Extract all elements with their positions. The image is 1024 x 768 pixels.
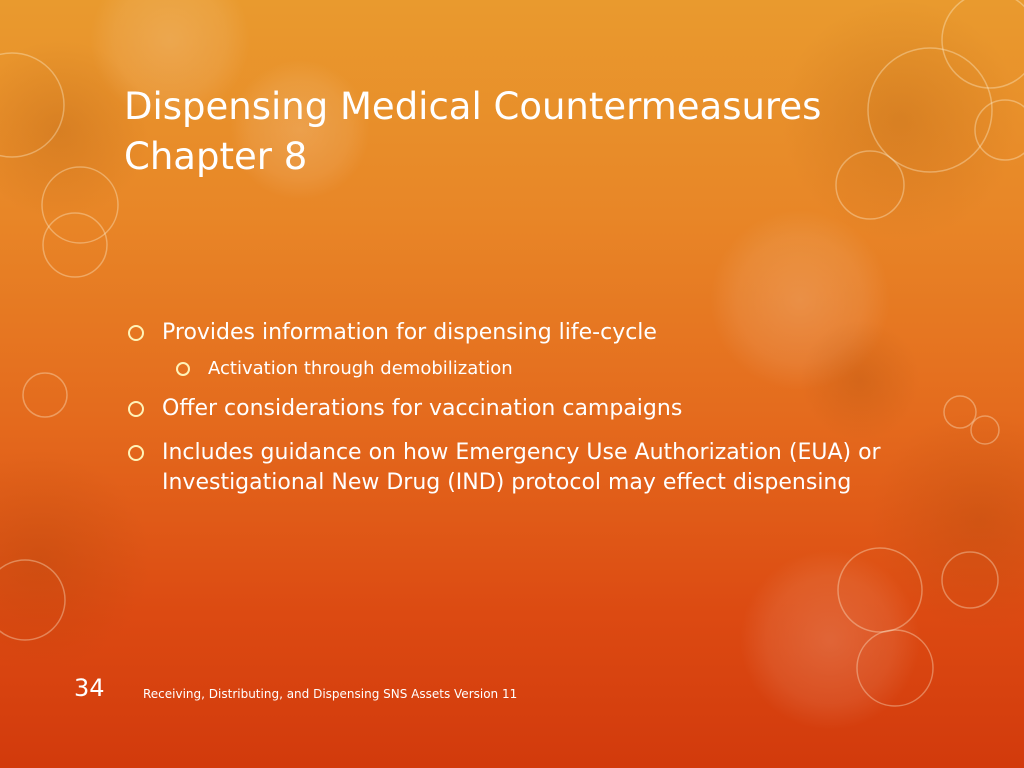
bullet-item (128, 318, 908, 348)
slide-number: 34 (74, 674, 105, 702)
circle-bullet-icon (128, 325, 144, 341)
bullet-item (128, 438, 908, 498)
bullet-text: Offer considerations for vaccination campaigns (162, 396, 683, 421)
bullet-item (128, 394, 908, 424)
circle-bullet-icon (128, 401, 144, 417)
circle-bullet-icon (128, 445, 144, 461)
sub-bullet-item (128, 356, 908, 382)
slide-footer: Receiving, Distributing, and Dispensing SNS Assets Version 11 (143, 687, 518, 701)
slide-title-line1: Dispensing Medical Countermeasures (124, 85, 822, 128)
circle-bullet-icon (176, 362, 190, 376)
bullet-text: Includes guidance on how Emergency Use Authorization (EUA) or Investigational New Drug (IND) protocol may effect dispensing (162, 440, 881, 495)
sub-bullet-text: Activation through demobilization (208, 358, 513, 379)
slide-title (124, 82, 984, 182)
slide-title-line2: Chapter 8 (124, 135, 308, 178)
bullet-text: Provides information for dispensing life-cycle (162, 320, 657, 345)
bullet-list (128, 318, 908, 512)
